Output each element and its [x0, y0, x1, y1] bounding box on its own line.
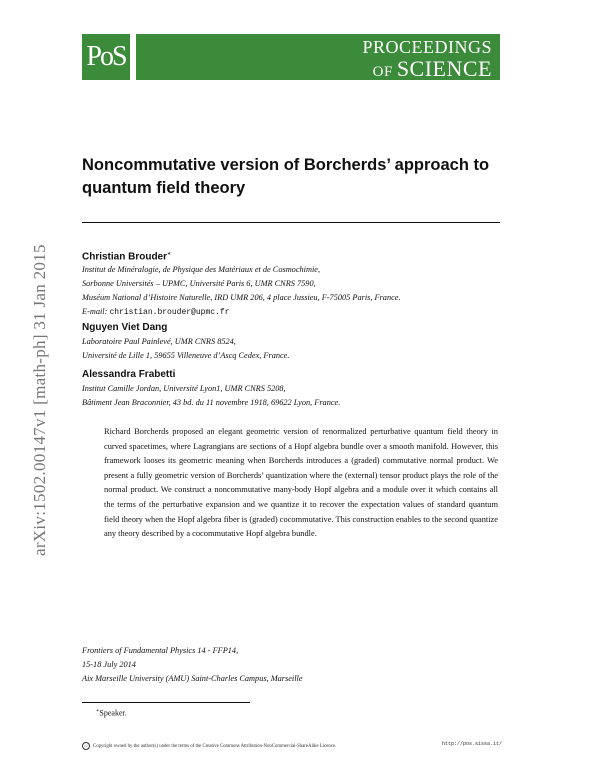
author-2-name: Nguyen Viet Dang — [82, 322, 168, 333]
conference-info — [82, 644, 303, 686]
pos-url-link[interactable]: http://pos.sissa.it/ — [441, 741, 502, 747]
affiliation-line: Sorbonne Universités – UPMC, Université Paris 6, UMR CNRS 7590, — [82, 279, 316, 288]
banner-line2 — [373, 56, 492, 82]
proceedings-banner — [136, 34, 500, 80]
banner-science: SCIENCE — [396, 56, 492, 81]
footnote-rule — [82, 702, 250, 703]
banner-of: OF — [372, 64, 393, 80]
footnote — [96, 708, 127, 718]
author-2-affiliation — [82, 335, 289, 363]
arxiv-stamp: arXiv:1502.00147v1 [math-ph] 31 Jan 2015 — [30, 244, 49, 556]
affiliation-line: Institut Camille Jordan, Université Lyon1, UMR CNRS 5208, — [82, 384, 286, 393]
author-3-affiliation — [82, 382, 340, 410]
affiliation-line: Institut de Minéralogie, de Physique des Matériaux et de Cosmochimie, — [82, 265, 321, 274]
conference-line: Frontiers of Fundamental Physics 14 - FFP14, — [82, 646, 239, 655]
conference-line: 15-18 July 2014 — [82, 660, 136, 669]
copyright-notice — [82, 742, 336, 750]
footnote-text: Speaker. — [99, 708, 127, 718]
affiliation-line: Laboratoire Paul Painlevé, UMR CNRS 8524, — [82, 337, 236, 346]
email-label: E-mail: — [82, 307, 108, 316]
footnote-mark: ∗ — [96, 709, 100, 714]
paper-title — [82, 154, 512, 200]
abstract: Richard Borcherds proposed an elegant geometric version of renormalized perturbative quantum field theory in curved spacetimes, where Lagrangians are sections of a Hopf algebra bundle over a smooth manifold. However, this framework looses its geometric meaning when Borcherds introduces a (graded) commutative normal product. We present a fully geometric version of Borcherds’ quantization where the (external) tensor product plays the role of the normal product. We construct a noncommutative many-body Hopf algebra and a module over it which contains all the terms of the perturbative expansion and we quantize it to recover the expectation values of standard quantum field theory when the Hopf algebra fiber is (graded) cocommutative. This construction enables to the second quantize any theory described by a cocommutative Hopf algebra bundle. — [104, 427, 498, 539]
banner-line1: PROCEEDINGS — [362, 37, 492, 57]
author-1-email: christian.brouder@upmc.fr — [109, 308, 230, 317]
author-1-email-row — [82, 305, 401, 320]
affiliation-line: Muséum National d’Histoire Naturelle, IRD UMR 206, 4 place Jussieu, F-75005 Paris, France. — [82, 293, 401, 302]
author-1-affiliation — [82, 263, 401, 320]
conference-line: Aix Marseille University (AMU) Saint-Charles Campus, Marseille — [82, 674, 303, 683]
title-line-2: quantum field theory — [82, 179, 246, 197]
copyright-text: Copyright owned by the author(s) under the terms of the Creative Commons Attribution-NonCommercial-ShareAlike Licence. — [93, 744, 337, 750]
author-name — [82, 251, 171, 262]
title-line-1: Noncommutative version of Borcherds’ approach to — [82, 156, 490, 174]
creative-commons-icon: cc — [82, 742, 90, 750]
affiliation-line: Université de Lille 1, 59655 Villeneuve d’Ascq Cedex, France. — [82, 351, 290, 360]
pos-logo: PoS — [82, 34, 130, 80]
author-1-mark: ∗ — [167, 251, 172, 257]
author-1-name: Christian Brouder — [82, 251, 168, 263]
author-3-name: Alessandra Frabetti — [82, 369, 176, 380]
affiliation-line: Bâtiment Jean Braconnier, 43 bd. du 11 novembre 1918, 69622 Lyon, France. — [82, 398, 341, 407]
title-rule — [82, 222, 500, 223]
